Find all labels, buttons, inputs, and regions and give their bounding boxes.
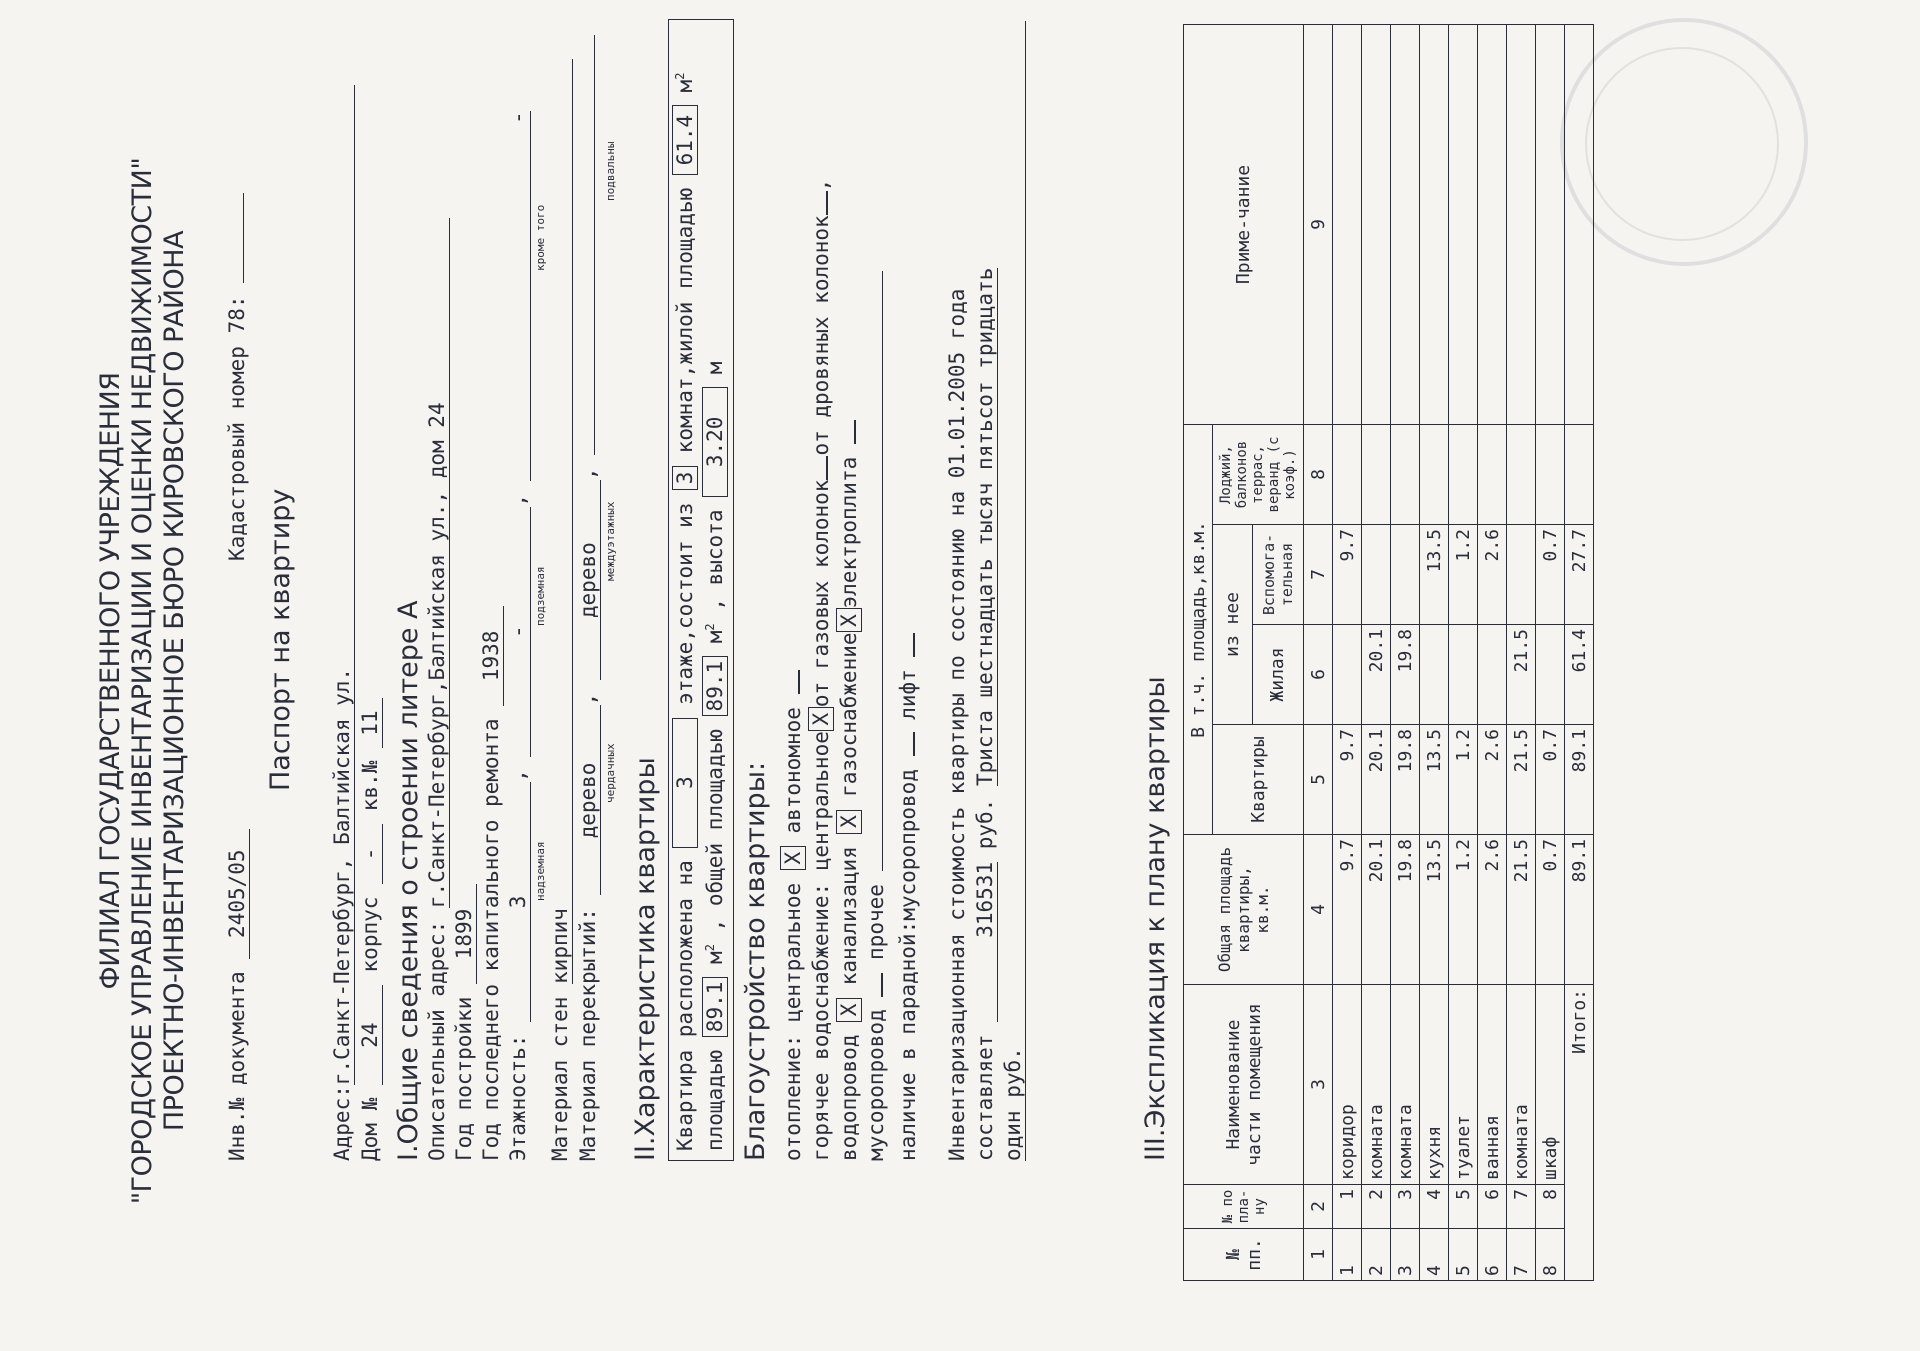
cell-p: 1: [1333, 1185, 1362, 1229]
descr-label: Описательный адрес:: [425, 920, 449, 1161]
header-line-1: ФИЛИАЛ ГОСУДАРСТВЕННОГО УЧРЕЖДЕНИЯ: [95, 372, 126, 990]
cell-live: [1449, 625, 1478, 725]
heating-central-checkbox: X: [780, 846, 806, 870]
cell-p: 3: [1391, 1185, 1420, 1229]
area-label-1: площадью: [703, 1049, 727, 1151]
cell-live: [1478, 625, 1507, 725]
cell-aux: 9.7: [1333, 525, 1362, 625]
living-label: комнат,жилой площадью: [673, 187, 697, 454]
rooms-label: этаже,состоит из: [673, 502, 697, 705]
cell-live: 20.1: [1362, 625, 1391, 725]
year-value: 1899: [452, 884, 477, 984]
height-unit: м: [703, 361, 727, 375]
kv-value: 11: [358, 698, 383, 748]
cell-name: шкаф: [1536, 985, 1565, 1185]
caption-base: подвальны: [604, 141, 617, 201]
heating-label: отопление: центральное: [781, 882, 805, 1161]
cell-aux: [1362, 525, 1391, 625]
cell-n: 5: [1449, 1229, 1478, 1281]
descr-address-row: [425, 218, 450, 1161]
rooms-value: 3: [672, 466, 698, 490]
total-row: [1565, 25, 1594, 1281]
cell-live: [1333, 625, 1362, 725]
colnum-row: [1304, 25, 1333, 1281]
repair-label: Год последнего капитального ремонта: [479, 718, 503, 1161]
cell-kv: 0.7: [1536, 725, 1565, 835]
table-row: [1420, 25, 1449, 1281]
year-row: [452, 884, 477, 1161]
valuation-value: 316531: [973, 862, 998, 1022]
col-header-kv: Квартиры: [1213, 725, 1304, 835]
total-aux: 27.7: [1565, 525, 1594, 625]
cadastral-row: [225, 193, 249, 561]
presence-label: наличие в парадной:мусоропровод: [896, 769, 920, 1161]
cell-name: ванная: [1478, 985, 1507, 1185]
total-live: 61.4: [1565, 625, 1594, 725]
col-header-npp: № пп.: [1184, 1229, 1304, 1281]
colnum: 2: [1304, 1185, 1333, 1229]
colnum: 6: [1304, 625, 1333, 725]
section1-title: I.Общие сведения о строении литере А: [393, 600, 424, 1161]
cell-note: [1536, 25, 1565, 425]
cadastral-value: [243, 193, 244, 283]
section3-title: Благоустройство квартиры:: [740, 761, 771, 1161]
table-row: [1449, 25, 1478, 1281]
colnum: 3: [1304, 985, 1333, 1185]
caption-under: подземная: [534, 566, 547, 626]
col-header-aux: Вспомога-тельная: [1252, 525, 1303, 625]
repair-value: 1938: [479, 606, 504, 706]
colnum: 7: [1304, 525, 1333, 625]
cell-lodg: [1536, 425, 1565, 525]
cell-n: 7: [1507, 1229, 1536, 1281]
walls-row: [548, 59, 573, 1161]
cell-n: 2: [1362, 1229, 1391, 1281]
korpus-label: корпус: [358, 896, 382, 973]
korpus-value: -: [358, 824, 383, 884]
cell-kv: 1.2: [1449, 725, 1478, 835]
cell-n: 1: [1333, 1229, 1362, 1281]
area-unit-1: м: [703, 951, 727, 964]
living-value: 61.4: [672, 105, 698, 175]
living-unit: м: [673, 79, 697, 93]
hot-water-wood-checkbox: [826, 191, 828, 215]
cell-kv: 2.6: [1478, 725, 1507, 835]
total-lodg: [1565, 425, 1594, 525]
area-value-1: 89.1: [702, 977, 728, 1038]
cell-lodg: [1449, 425, 1478, 525]
sewer-checkbox: X: [836, 810, 862, 834]
cell-total: 21.5: [1507, 835, 1536, 985]
colnum: 9: [1304, 25, 1333, 425]
gas-label: газоснабжение: [837, 632, 861, 797]
caption-attic: чердачных: [604, 743, 617, 803]
floor-value: 3: [672, 718, 698, 848]
cell-kv: 9.7: [1333, 725, 1362, 835]
col-header-name: Наименование части помещения: [1184, 985, 1304, 1185]
area-unit-1-sup: 2: [703, 944, 717, 952]
table-row: [1391, 25, 1420, 1281]
header-line-3: ПРОЕКТНО-ИНВЕНТАРИЗАЦИОННОЕ БЮРО КИРОВСКОГО РАЙОНА: [159, 230, 190, 1132]
cell-p: 4: [1420, 1185, 1449, 1229]
stamp-seal-inner: [1585, 47, 1779, 241]
colnum: 1: [1304, 1229, 1333, 1281]
caption-inter: междуэтажных: [604, 501, 617, 581]
caption-extra: кроме того: [534, 204, 547, 271]
cell-total: 20.1: [1362, 835, 1391, 985]
cell-p: 7: [1507, 1185, 1536, 1229]
heating-row: [780, 670, 806, 1161]
height-value: 3.20: [702, 387, 728, 497]
header-line-2: "ГОРОДСКОЕ УПРАВЛЕНИЕ ИНВЕНТАРИЗАЦИИ И ОЦЕНКИ НЕДВИЖИМОСТИ": [127, 157, 158, 1205]
valuation-words-2: один руб.: [1001, 21, 1026, 1161]
kv-label: кв.№: [358, 760, 382, 812]
table-row: [1536, 25, 1565, 1281]
explication-table: [1183, 24, 1594, 1281]
valuation-unit: руб.: [973, 798, 997, 850]
lift-checkbox: [913, 633, 915, 657]
cell-aux: 0.7: [1536, 525, 1565, 625]
house-value: 24: [358, 985, 383, 1085]
area-unit-2-sup: 2: [703, 623, 717, 631]
ceil-inter: дерево: [576, 480, 601, 680]
other-value: [882, 271, 883, 871]
floors-row: Этажность: 3, -, -: [506, 111, 530, 1161]
valuation-row-1: Инвентаризационная стоимость квартиры по состоянию на 01.01.2005 года: [945, 288, 969, 1161]
total-note: [1565, 25, 1594, 425]
cell-aux: [1507, 525, 1536, 625]
cell-lodg: [1420, 425, 1449, 525]
char-row-1: [672, 73, 698, 1151]
caption-above: надземная: [534, 841, 547, 901]
col-header-total: Общая площадь квартиры, кв.м.: [1184, 835, 1304, 985]
col-header-nplan: № по пла-ну: [1184, 1185, 1304, 1229]
ceiling-row: Материал перекрытий: дерево, дерево,: [576, 35, 601, 1161]
height-label: , высота: [703, 509, 727, 611]
floors-extra: -: [506, 111, 531, 481]
header-row-1: [1184, 25, 1213, 1281]
hot-water-gas-checkbox: [826, 456, 828, 480]
cell-name: туалет: [1449, 985, 1478, 1185]
descr-value: г.Санкт-Петербург,Балтийская ул., дом 24: [425, 218, 450, 908]
walls-value: кирпич: [548, 59, 573, 984]
cell-total: 13.5: [1420, 835, 1449, 985]
cell-live: 19.8: [1391, 625, 1420, 725]
comma: ,: [809, 178, 833, 192]
cell-p: 8: [1536, 1185, 1565, 1229]
water-checkbox: X: [836, 998, 862, 1022]
table-row: [1478, 25, 1507, 1281]
cell-note: [1420, 25, 1449, 425]
trash-checkbox: [881, 973, 883, 997]
cell-name: комната: [1362, 985, 1391, 1185]
cell-aux: 1.2: [1449, 525, 1478, 625]
cell-name: коридор: [1333, 985, 1362, 1185]
other-label: прочее: [864, 884, 888, 960]
area-unit-2: м: [703, 630, 727, 644]
valuation-row-2: [973, 268, 998, 1161]
address-label: Адрес:: [330, 1085, 354, 1161]
heating-auto-label: автономное: [781, 707, 805, 834]
presence-trash-checkbox: [913, 732, 915, 756]
cell-lodg: [1478, 425, 1507, 525]
cell-note: [1449, 25, 1478, 425]
floor-label: Квартира расположена на: [673, 860, 697, 1151]
table-row: [1362, 25, 1391, 1281]
cell-lodg: [1507, 425, 1536, 525]
hot-water-wood-label: от дровяных колонок: [809, 215, 833, 456]
ceil-label: Материал перекрытий:: [576, 908, 600, 1161]
cell-total: 2.6: [1478, 835, 1507, 985]
char-row-2: [702, 362, 728, 1151]
cell-aux: 2.6: [1478, 525, 1507, 625]
cell-p: 5: [1449, 1185, 1478, 1229]
cell-aux: 13.5: [1420, 525, 1449, 625]
cell-p: 6: [1478, 1185, 1507, 1229]
ceil-base: [594, 35, 595, 455]
colnum: 5: [1304, 725, 1333, 835]
sewer-label: канализация: [837, 846, 861, 986]
total-label: Итого:: [1565, 985, 1594, 1281]
repair-row: [479, 606, 504, 1161]
cell-live: 21.5: [1507, 625, 1536, 725]
cell-note: [1391, 25, 1420, 425]
year-label: Год постройки: [452, 996, 476, 1161]
cell-lodg: [1333, 425, 1362, 525]
floors-under: -: [506, 507, 531, 757]
cell-note: [1362, 25, 1391, 425]
utilities-row: [836, 420, 862, 1161]
cell-kv: 21.5: [1507, 725, 1536, 835]
col-header-live: Жилая: [1252, 625, 1303, 725]
cell-total: 0.7: [1536, 835, 1565, 985]
hot-water-label: горячее водоснабжение: центральное: [809, 731, 833, 1161]
living-unit-sup: 2: [673, 72, 687, 80]
cell-note: [1507, 25, 1536, 425]
heating-auto-checkbox: [798, 670, 800, 694]
trash-row: [864, 271, 888, 1161]
ceil-attic: дерево: [576, 705, 601, 895]
total-kv: 89.1: [1565, 725, 1594, 835]
lift-label: лифт: [896, 669, 920, 720]
cell-total: 1.2: [1449, 835, 1478, 985]
cell-n: 4: [1420, 1229, 1449, 1281]
hot-water-row: [808, 179, 834, 1161]
section4-title: III.Экспликация к плану квартиры: [1140, 676, 1171, 1161]
hot-water-gas-label: от газовых колонок: [809, 479, 833, 708]
valuation-row-3: [1001, 21, 1026, 1161]
header-block: [95, 91, 191, 1271]
floors-label: Этажность:: [506, 1034, 530, 1161]
cell-total: 9.7: [1333, 835, 1362, 985]
cell-live: [1420, 625, 1449, 725]
col-header-sub: из нее: [1213, 525, 1253, 725]
col-header-group: В т.ч. площадь,кв.м.: [1184, 425, 1213, 835]
cell-lodg: [1391, 425, 1420, 525]
address-value: г.Санкт-Петербург, Балтийская ул.: [330, 85, 355, 1085]
address-row: [330, 85, 355, 1161]
cell-kv: 19.8: [1391, 725, 1420, 835]
gas-checkbox: X: [836, 608, 862, 632]
electric-stove-checkbox: [854, 420, 856, 444]
walls-label: Материал стен: [548, 996, 572, 1161]
house-label: Дом №: [358, 1097, 382, 1161]
cell-live: [1536, 625, 1565, 725]
valuation-words: Триста шестнадцать тысяч пятьсот тридцать: [973, 267, 997, 787]
hot-water-central-checkbox: X: [808, 707, 834, 731]
table-row: [1507, 25, 1536, 1281]
cell-p: 2: [1362, 1185, 1391, 1229]
cell-name: комната: [1391, 985, 1420, 1185]
cell-n: 3: [1391, 1229, 1420, 1281]
cell-total: 19.8: [1391, 835, 1420, 985]
water-label: водопровод: [837, 1034, 861, 1161]
cell-name: кухня: [1420, 985, 1449, 1185]
cell-kv: 20.1: [1362, 725, 1391, 835]
col-header-note: Приме-чание: [1184, 25, 1304, 425]
inv-label: Инв.№ документа: [225, 971, 249, 1161]
cell-n: 8: [1536, 1229, 1565, 1281]
document-title: Паспорт на квартиру: [265, 488, 296, 791]
section2-title: II.Характеристика квартиры: [630, 757, 661, 1161]
trash-label: мусоропровод: [864, 1009, 888, 1161]
cell-kv: 13.5: [1420, 725, 1449, 835]
inv-value: 2405/05: [225, 829, 250, 959]
cell-aux: [1391, 525, 1420, 625]
cadastral-label: Кадастровый номер 78:: [225, 295, 249, 561]
cell-name: комната: [1507, 985, 1536, 1185]
presence-row: [896, 633, 920, 1161]
cell-lodg: [1362, 425, 1391, 525]
col-header-lodg: Лоджий, балконов террас, веранд (с коэф.): [1213, 425, 1304, 525]
area-value-2: 89.1: [702, 656, 728, 717]
valuation-label: составляет: [973, 1034, 997, 1161]
house-row: [358, 698, 383, 1161]
table-row: [1333, 25, 1362, 1281]
total-total: 89.1: [1565, 835, 1594, 985]
colnum: 4: [1304, 835, 1333, 985]
area-label-2: , общей площадью: [703, 729, 727, 932]
floors-above: 3: [506, 782, 531, 1022]
cell-note: [1478, 25, 1507, 425]
cell-n: 6: [1478, 1229, 1507, 1281]
inv-number-row: [225, 829, 250, 1161]
electric-stove-label: электроплита: [837, 456, 861, 609]
cell-note: [1333, 25, 1362, 425]
colnum: 8: [1304, 425, 1333, 525]
